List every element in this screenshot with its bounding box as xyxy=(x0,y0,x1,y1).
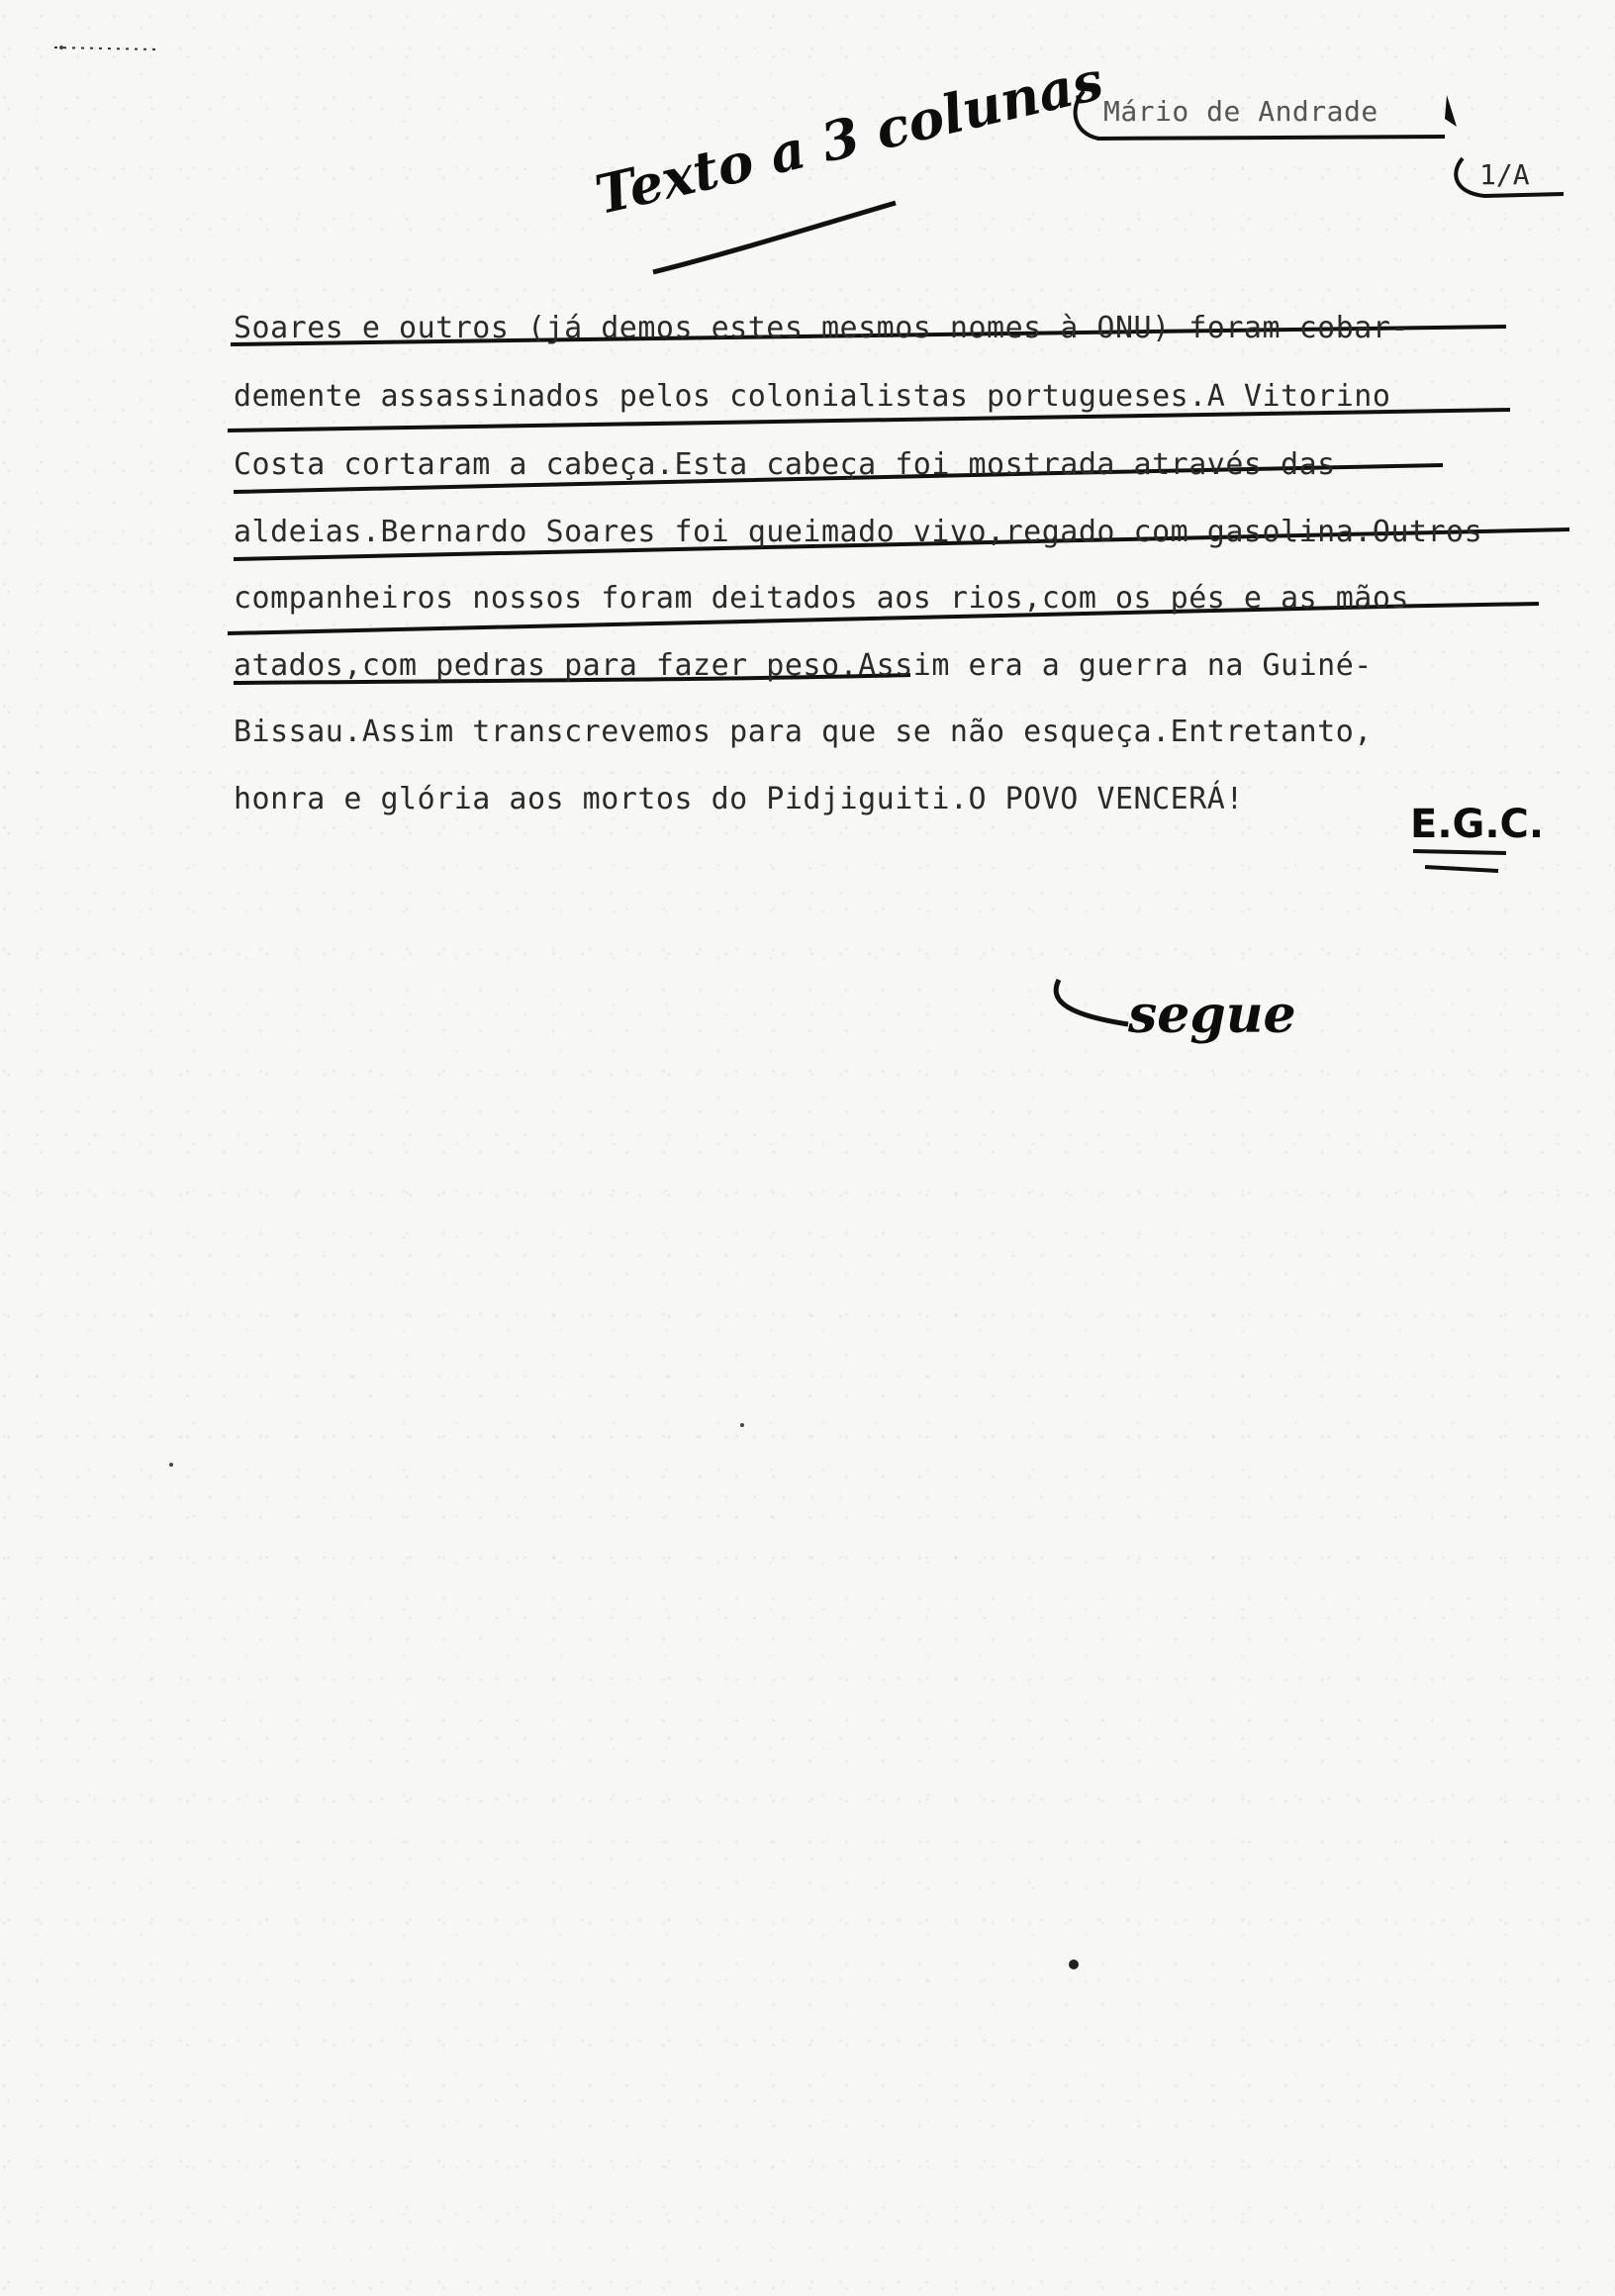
handwritten-initials: E.G.C. xyxy=(1410,802,1545,847)
handwritten-continue-mark: segue xyxy=(1128,985,1296,1045)
body-line: Costa cortaram a cabeça.Esta cabeça foi mostrada através das xyxy=(234,447,1336,482)
initials-underline-2 xyxy=(1425,867,1498,871)
speck xyxy=(169,1463,173,1467)
handwritten-title: Texto a 3 colunas xyxy=(589,48,1109,227)
corner-mark xyxy=(54,48,158,49)
speck xyxy=(740,1423,744,1427)
body-line: companheiros nossos foram deitados aos rios,com os pés e as mãos xyxy=(234,581,1409,616)
initials-underline-1 xyxy=(1413,851,1506,853)
body-line: Bissau.Assim transcrevemos para que se não esqueça.Entretanto, xyxy=(234,715,1373,749)
body-line: aldeias.Bernardo Soares foi queimado vivo,regado com gasolina.Outros xyxy=(234,515,1483,549)
speck xyxy=(1069,1960,1079,1969)
body-line: atados,com pedras para fazer peso.Assim era a guerra na Guiné- xyxy=(234,648,1373,683)
body-line: Soares e outros (já demos estes mesmos nomes à ONU) foram cobar- xyxy=(234,311,1409,345)
speck xyxy=(59,46,63,49)
page-number: 1/A xyxy=(1479,158,1530,191)
body-line: demente assassinados pelos colonialistas portugueses.A Vitorino xyxy=(234,379,1391,414)
author-stamp: Mário de Andrade xyxy=(1103,95,1378,128)
segue-hook-mark xyxy=(1056,980,1128,1024)
body-line: honra e glória aos mortos do Pidjiguiti.O POVO VENCERÁ! xyxy=(234,782,1244,816)
author-bracket-end-mark xyxy=(1445,95,1457,127)
title-underline-mark xyxy=(653,203,896,272)
